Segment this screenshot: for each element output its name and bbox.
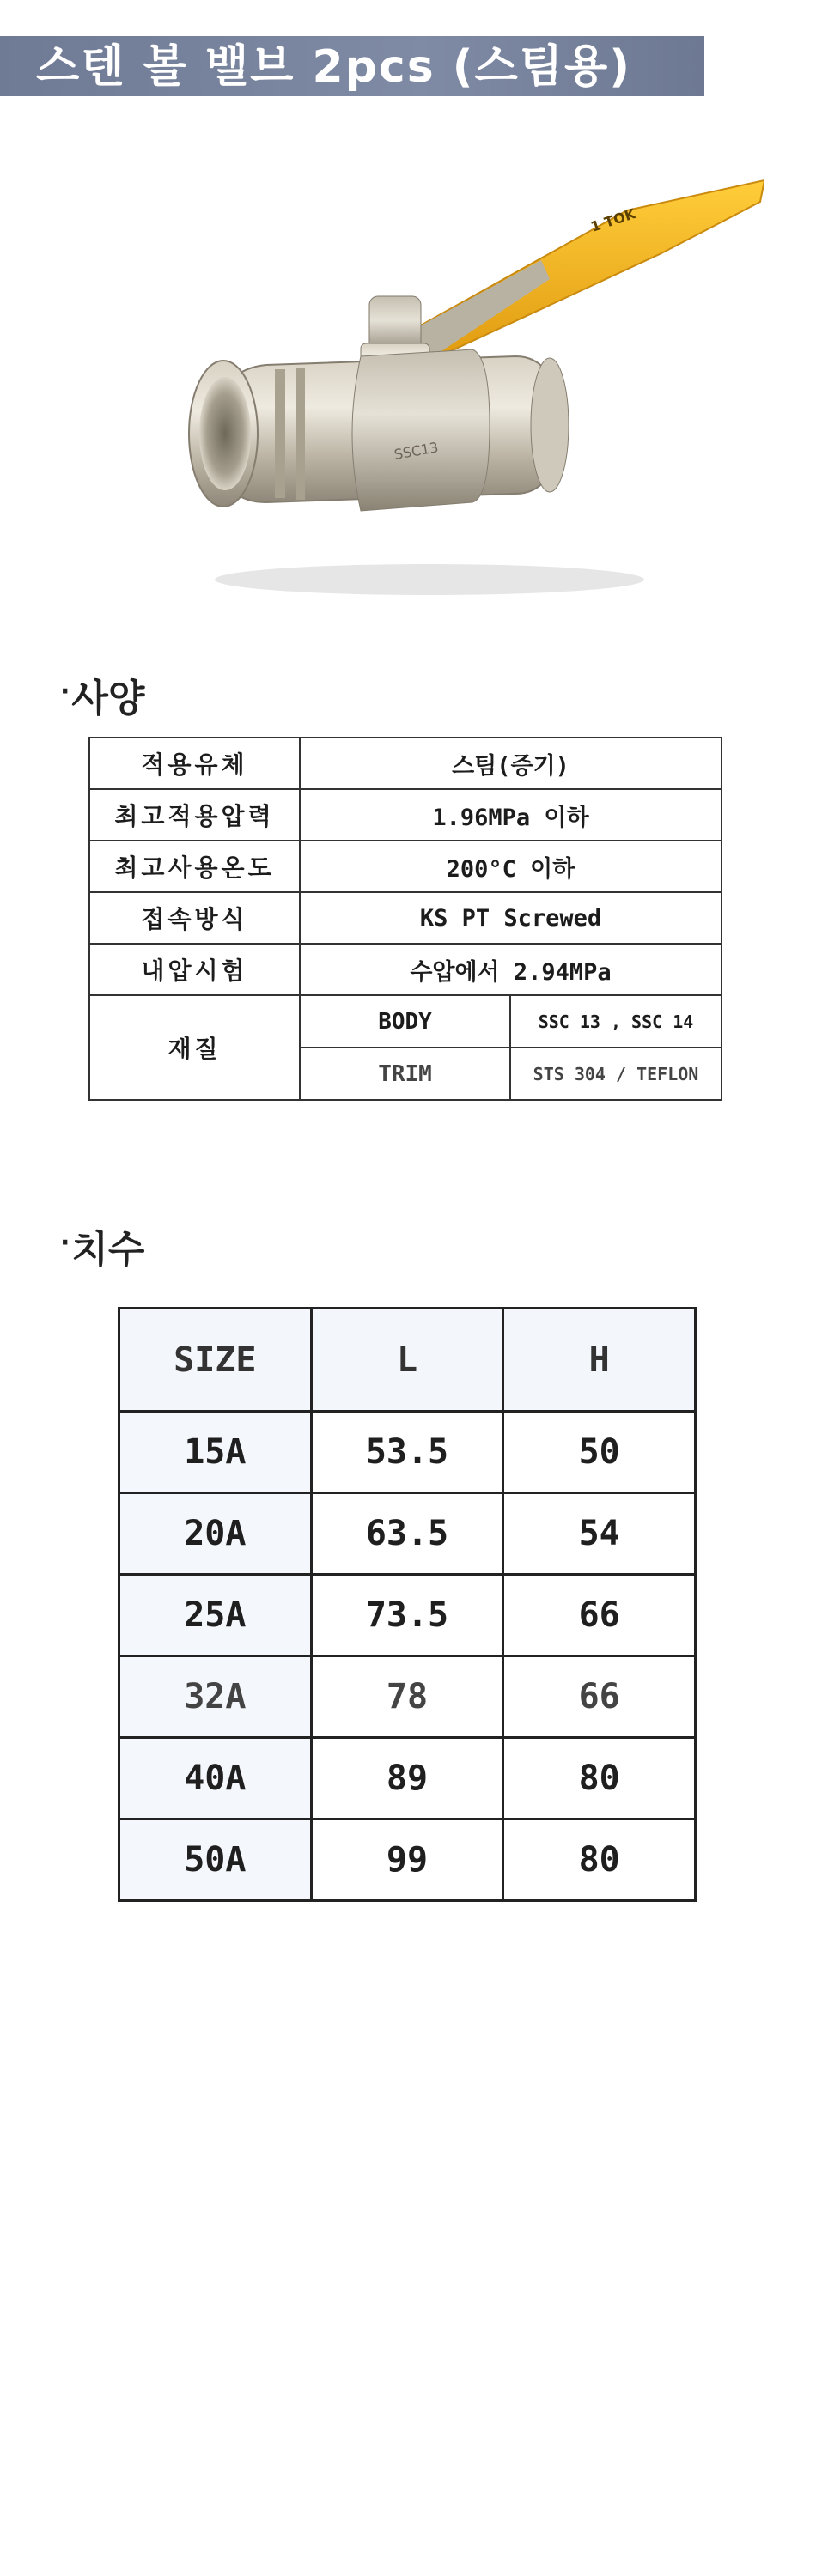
spec-label: 최고적용압력 — [89, 789, 300, 841]
spec-value: 200°C 이하 — [300, 841, 722, 892]
table-row — [89, 841, 722, 892]
table-row — [89, 789, 722, 841]
spec-label: 최고사용온도 — [89, 841, 300, 892]
dims-heading-text: 치수 — [71, 1228, 145, 1272]
material-label: 재질 — [89, 995, 300, 1100]
h-cell: 50 — [503, 1412, 696, 1493]
l-cell: 53.5 — [311, 1412, 503, 1493]
table-row — [119, 1575, 696, 1656]
spec-table — [88, 737, 722, 1101]
h-cell: 80 — [503, 1820, 696, 1901]
header-l: L — [311, 1309, 503, 1412]
spec-heading-text: 사양 — [71, 677, 145, 720]
table-row — [89, 944, 722, 995]
table-row — [119, 1820, 696, 1901]
l-cell: 73.5 — [311, 1575, 503, 1656]
dimensions-table — [118, 1307, 697, 1902]
table-header-row — [119, 1309, 696, 1412]
body-value: SSC 13 , SSC 14 — [510, 995, 722, 1048]
size-cell: 40A — [119, 1738, 312, 1820]
table-row — [89, 892, 722, 944]
spec-label: 내압시험 — [89, 944, 300, 995]
spec-value: 스팀(증기) — [300, 738, 722, 789]
h-cell: 54 — [503, 1493, 696, 1575]
svg-text:1 TOK: 1 TOK — [588, 205, 638, 235]
spec-value: KS PT Screwed — [300, 892, 722, 944]
size-cell: 25A — [119, 1575, 312, 1656]
lever-handle — [404, 180, 764, 365]
spec-heading — [60, 678, 144, 720]
dims-heading — [60, 1230, 144, 1271]
size-cell: 50A — [119, 1820, 312, 1901]
l-cell: 63.5 — [311, 1493, 503, 1575]
header-size: SIZE — [119, 1309, 312, 1412]
spec-label: 접속방식 — [89, 892, 300, 944]
h-cell: 80 — [503, 1738, 696, 1820]
trim-value: STS 304 / TEFLON — [510, 1048, 722, 1100]
table-row — [89, 738, 722, 789]
size-cell: 32A — [119, 1656, 312, 1738]
l-cell: 89 — [311, 1738, 503, 1820]
spec-value: 수압에서 2.94MPa — [300, 944, 722, 995]
table-row — [119, 1738, 696, 1820]
svg-text:SSC13: SSC13 — [393, 439, 440, 463]
table-row — [89, 995, 722, 1048]
spec-value: 1.96MPa 이하 — [300, 789, 722, 841]
bullet-dot: · — [60, 1228, 70, 1258]
table-row — [119, 1656, 696, 1738]
body-label: BODY — [300, 995, 510, 1048]
ball-valve-photo — [146, 150, 764, 614]
page-title: 스텐 볼 밸브 2pcs (스팀용) — [36, 41, 631, 93]
spec-label: 적용유체 — [89, 738, 300, 789]
header-h: H — [503, 1309, 696, 1412]
size-cell: 15A — [119, 1412, 312, 1493]
size-cell: 20A — [119, 1493, 312, 1575]
l-cell: 78 — [311, 1656, 503, 1738]
h-cell: 66 — [503, 1656, 696, 1738]
table-row — [119, 1412, 696, 1493]
h-cell: 66 — [503, 1575, 696, 1656]
trim-label: TRIM — [300, 1048, 510, 1100]
l-cell: 99 — [311, 1820, 503, 1901]
table-row — [119, 1493, 696, 1575]
bullet-dot: · — [60, 677, 70, 707]
